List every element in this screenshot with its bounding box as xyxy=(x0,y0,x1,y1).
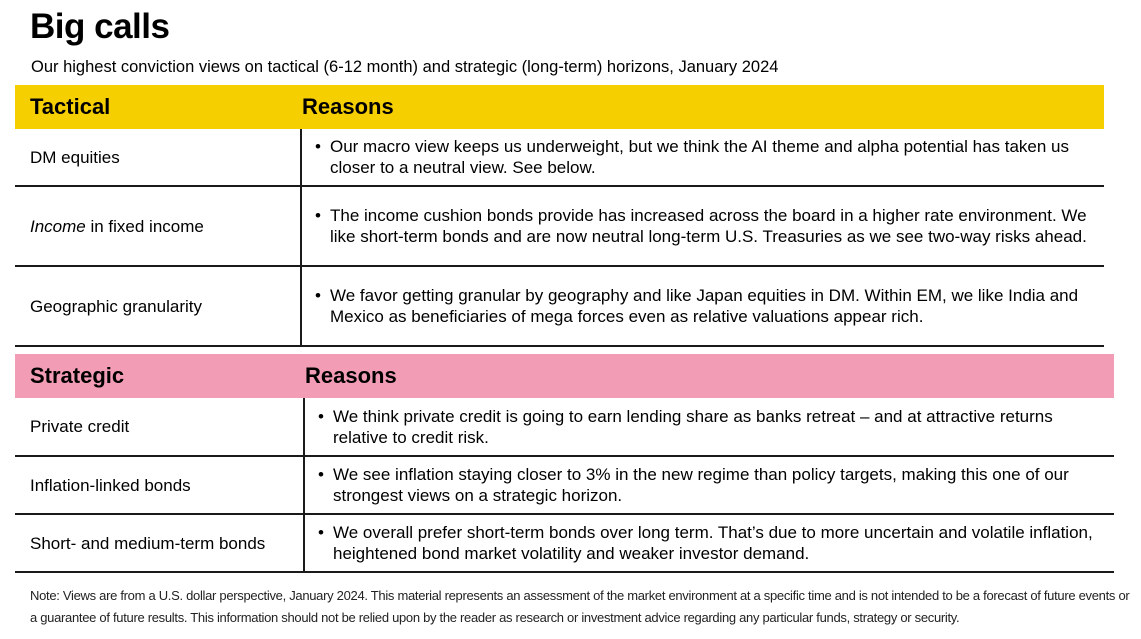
row-label-text: Inflation-linked bonds xyxy=(30,475,191,495)
table-row xyxy=(15,457,1114,515)
page-subtitle: Our highest conviction views on tactical (6-12 month) and strategic (long-term) horizons, January 2024 xyxy=(31,58,779,76)
row-reason-text: We favor getting granular by geography and like Japan equities in DM. Within EM, we like India and Mexico as beneficiaries of mega forces even as relative valuations appear rich. xyxy=(330,286,1079,326)
page-title: Big calls xyxy=(30,7,170,46)
bullet-icon: • xyxy=(318,465,324,484)
row-label-italic: Income xyxy=(30,216,86,236)
table-row xyxy=(15,187,1104,267)
footnote: Note: Views are from a U.S. dollar perspective, January 2024. This material represents an assessment of the market environment at a specific time and is not intended to be a forecast of future events or a guarantee of future results. This information should not be relied upon by the reader as research or investment advice regarding any particular funds, strategy or security. xyxy=(30,588,1130,625)
bullet-icon: • xyxy=(315,137,321,156)
row-label xyxy=(15,398,305,455)
row-label xyxy=(15,267,302,345)
row-label xyxy=(15,129,302,185)
row-reason xyxy=(302,267,1104,345)
bullet-icon: • xyxy=(315,206,321,225)
strategic-header-reasons: Reasons xyxy=(305,363,397,388)
tactical-header xyxy=(15,85,1104,129)
row-label-text: Short- and medium-term bonds xyxy=(30,533,266,553)
bullet-icon: • xyxy=(318,523,324,542)
tactical-header-reasons: Reasons xyxy=(302,94,394,119)
row-reason xyxy=(302,187,1104,265)
strategic-table xyxy=(15,354,1114,573)
row-label-text: Private credit xyxy=(30,417,130,436)
tactical-header-label: Tactical xyxy=(30,94,111,119)
row-reason-text: We overall prefer short-term bonds over long term. That’s due to more uncertain and volatile inflation, heightened bond market volatility and weaker investor demand. xyxy=(333,523,1093,563)
row-label-text: DM equities xyxy=(30,147,120,167)
row-label xyxy=(15,515,305,571)
bullet-icon: • xyxy=(318,406,324,426)
row-reason-text: The income cushion bonds provide has increased across the board in a higher rate environment. We like short-term bonds and are now neutral long-term U.S. Treasuries as we see two-way risks ahead. xyxy=(330,206,1087,246)
row-reason xyxy=(305,398,1114,455)
strategic-header xyxy=(15,354,1114,398)
row-reason-text: Our macro view keeps us underweight, but we think the AI theme and alpha potential has taken us closer to a neutral view. See below. xyxy=(330,137,1069,177)
row-label xyxy=(15,457,305,513)
table-row xyxy=(15,515,1114,573)
table-row xyxy=(15,267,1104,347)
bullet-icon: • xyxy=(315,286,321,305)
row-reason xyxy=(302,129,1104,185)
table-row xyxy=(15,129,1104,187)
row-label-text: in fixed income xyxy=(85,216,204,236)
table-row xyxy=(15,398,1114,457)
row-label-text: Geographic granularity xyxy=(30,296,202,316)
row-label xyxy=(15,187,302,265)
row-reason xyxy=(305,457,1114,513)
row-reason xyxy=(305,515,1114,571)
tactical-table xyxy=(15,85,1104,347)
row-reason-text: We think private credit is going to earn lending share as banks retreat – and at attractive returns relative to credit risk. xyxy=(333,406,1053,447)
row-reason-text: We see inflation staying closer to 3% in the new regime than policy targets, making this one of our strongest views on a strategic horizon. xyxy=(333,465,1069,505)
strategic-header-label: Strategic xyxy=(30,363,125,388)
